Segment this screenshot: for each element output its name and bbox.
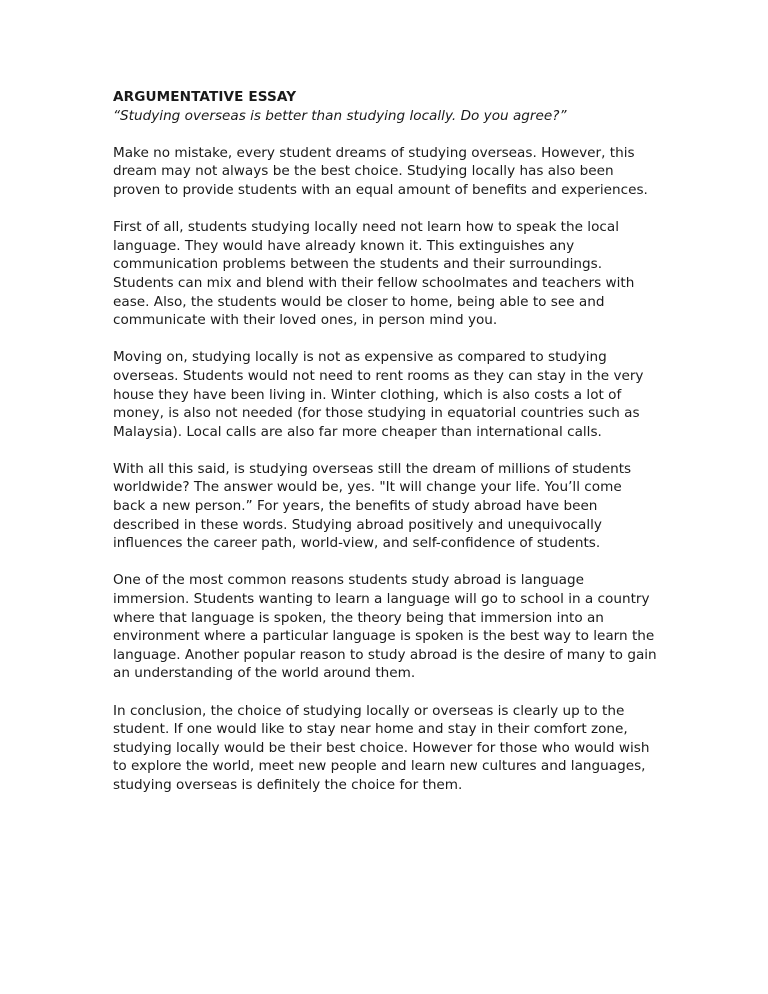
paragraph-local-language: First of all, students studying locally need not learn how to speak the local language. They would have already known it. This extinguishes any communication problems between the students and their surroundings. Students can mix and blend with their fellow schoolmates and teachers with ease. Also, the students would be closer to home, being able to see and communicate with their loved ones, in person mind you. [113, 219, 635, 329]
paragraph-conclusion: In conclusion, the choice of studying locally or overseas is clearly up to the student. If one would like to stay near home and stay in their comfort zone, studying locally would be their best choice. However for those who would wish to explore the world, meet new people and learn new cultures and languages, studying overseas is definitely the choice for them. [113, 702, 650, 793]
paragraph-language-immersion: One of the most common reasons students study abroad is language immersion. Students wanting to learn a language will go to school in a country where that language is spoken, the theory being that immersion into an environment where a particular language is spoken is the best way to learn the language. Another popular reason to study abroad is the desire of many to gain an understanding of the world around them. [113, 572, 657, 682]
essay-body [113, 88, 658, 813]
paragraph-cost: Moving on, studying locally is not as expensive as compared to studying overseas. Students would not need to rent rooms as they can stay in the very house they have been living in. Winter clothing, which is also costs a lot of money, is also not needed (for those studying in equatorial countries such as Malaysia). Local calls are also far more cheaper than international calls. [113, 349, 644, 440]
paragraph-overseas-dream: With all this said, is studying overseas still the dream of millions of students worldwide? The answer would be, yes. "It will change your life. You’ll come back a new person.” For years, the benefits of study abroad have been described in these words. Studying abroad positively and unequivocally influences the career path, world-view, and self-confidence of students. [113, 460, 632, 552]
essay-question: “Studying overseas is better than studying locally. Do you agree?” [113, 107, 567, 124]
paragraph-introduction: Make no mistake, every student dreams of studying overseas. However, this dream may not always be the best choice. Studying locally has also been proven to provide students with an equal amount of benefits and experiences. [113, 144, 648, 198]
essay-title: ARGUMENTATIVE ESSAY [113, 89, 297, 105]
